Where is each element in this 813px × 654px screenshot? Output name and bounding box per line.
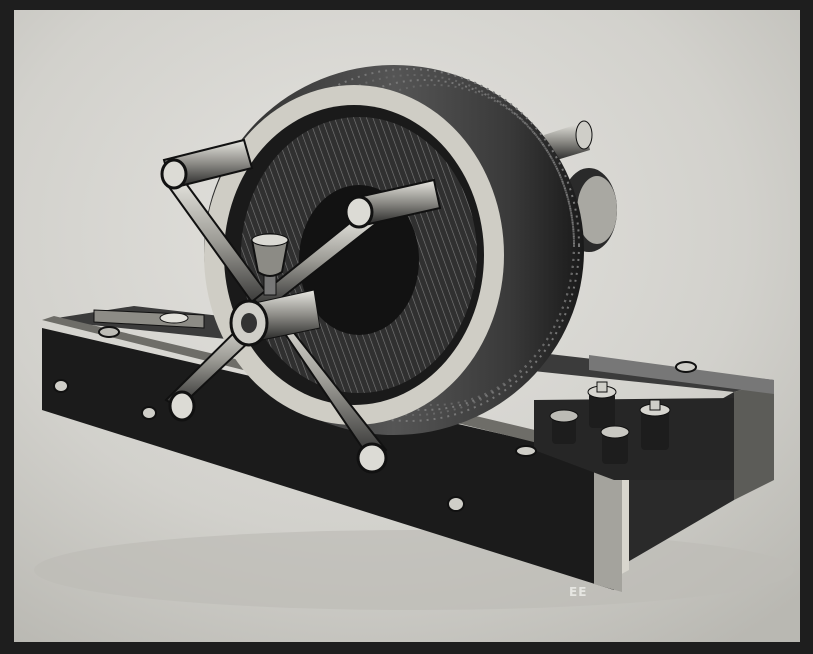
motor-illustration [14,10,800,642]
engraving-plate [14,10,800,642]
engraver-mark: EE [569,585,588,599]
